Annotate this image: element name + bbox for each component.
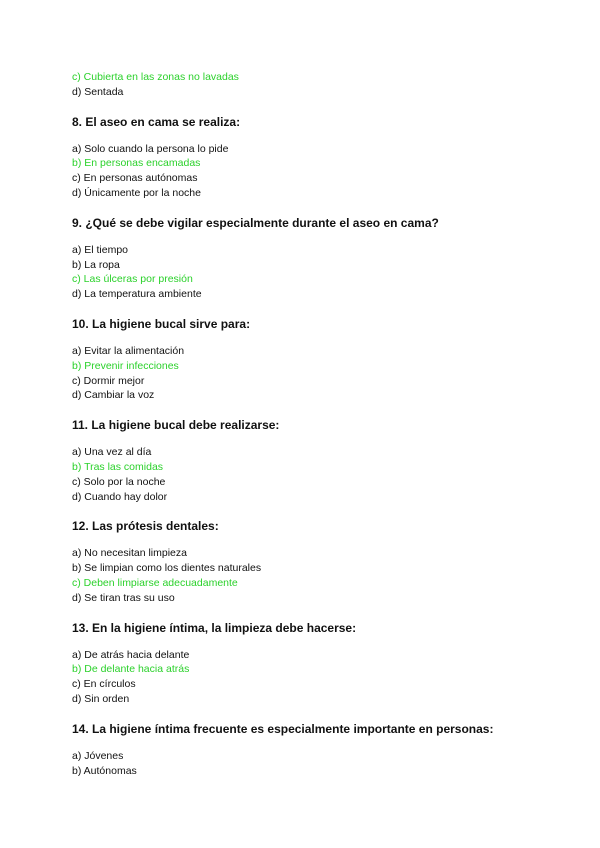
correct-answer-option: b) De delante hacia atrás bbox=[72, 663, 190, 676]
question-title: 11. La higiene bucal debe realizarse: bbox=[72, 418, 280, 433]
answer-option: d) Se tiran tras su uso bbox=[72, 591, 175, 604]
answer-option: c) En círculos bbox=[72, 678, 136, 691]
answer-option: d) Sin orden bbox=[72, 692, 130, 705]
question-title: 9. ¿Qué se debe vigilar especialmente durante el aseo en cama? bbox=[72, 215, 439, 230]
answer-option: d) Sentada bbox=[72, 85, 124, 98]
correct-answer-option: b) Tras las comidas bbox=[72, 460, 164, 473]
question-block bbox=[72, 215, 532, 302]
answer-option: a) De atrás hacia delante bbox=[72, 648, 190, 661]
correct-answer-option: c) Las úlceras por presión bbox=[72, 273, 193, 286]
question-title: 14. La higiene íntima frecuente es especialmente importante en personas: bbox=[72, 721, 494, 736]
question-title: 13. En la higiene íntima, la limpieza debe hacerse: bbox=[72, 620, 357, 635]
question-block bbox=[72, 417, 532, 504]
question-block bbox=[72, 620, 532, 707]
answer-option: a) Jóvenes bbox=[72, 749, 124, 762]
answer-option: b) Autónomas bbox=[72, 764, 137, 777]
answer-option: c) Solo por la noche bbox=[72, 475, 166, 488]
answer-option: d) La temperatura ambiente bbox=[72, 288, 202, 301]
correct-answer-option: b) Prevenir infecciones bbox=[72, 359, 179, 372]
question-block bbox=[72, 114, 532, 201]
question-block bbox=[72, 518, 532, 605]
question-block bbox=[72, 316, 532, 403]
answer-option: d) Cuando hay dolor bbox=[72, 490, 168, 503]
question-block bbox=[72, 721, 532, 779]
answer-option: a) Evitar la alimentación bbox=[72, 344, 185, 357]
correct-answer-option: b) En personas encamadas bbox=[72, 157, 201, 170]
answer-option: a) Solo cuando la persona lo pide bbox=[72, 142, 229, 155]
answer-option: a) El tiempo bbox=[72, 243, 129, 256]
question-title: 10. La higiene bucal sirve para: bbox=[72, 316, 251, 331]
answer-option: b) La ropa bbox=[72, 258, 120, 271]
answer-option: a) Una vez al día bbox=[72, 446, 152, 459]
correct-answer-option: c) Deben limpiarse adecuadamente bbox=[72, 576, 238, 589]
question-title: 12. Las prótesis dentales: bbox=[72, 519, 219, 534]
answer-option: a) No necesitan limpieza bbox=[72, 547, 187, 560]
quiz-content bbox=[72, 70, 532, 778]
answer-option: d) Cambiar la voz bbox=[72, 389, 155, 402]
correct-answer-option: c) Cubierta en las zonas no lavadas bbox=[72, 71, 239, 83]
answer-option: c) Dormir mejor bbox=[72, 374, 145, 387]
answer-option: c) En personas autónomas bbox=[72, 172, 198, 185]
question-title: 8. El aseo en cama se realiza: bbox=[72, 114, 241, 129]
answer-option: d) Únicamente por la noche bbox=[72, 186, 201, 199]
answer-option: b) Se limpian como los dientes naturales bbox=[72, 562, 262, 575]
